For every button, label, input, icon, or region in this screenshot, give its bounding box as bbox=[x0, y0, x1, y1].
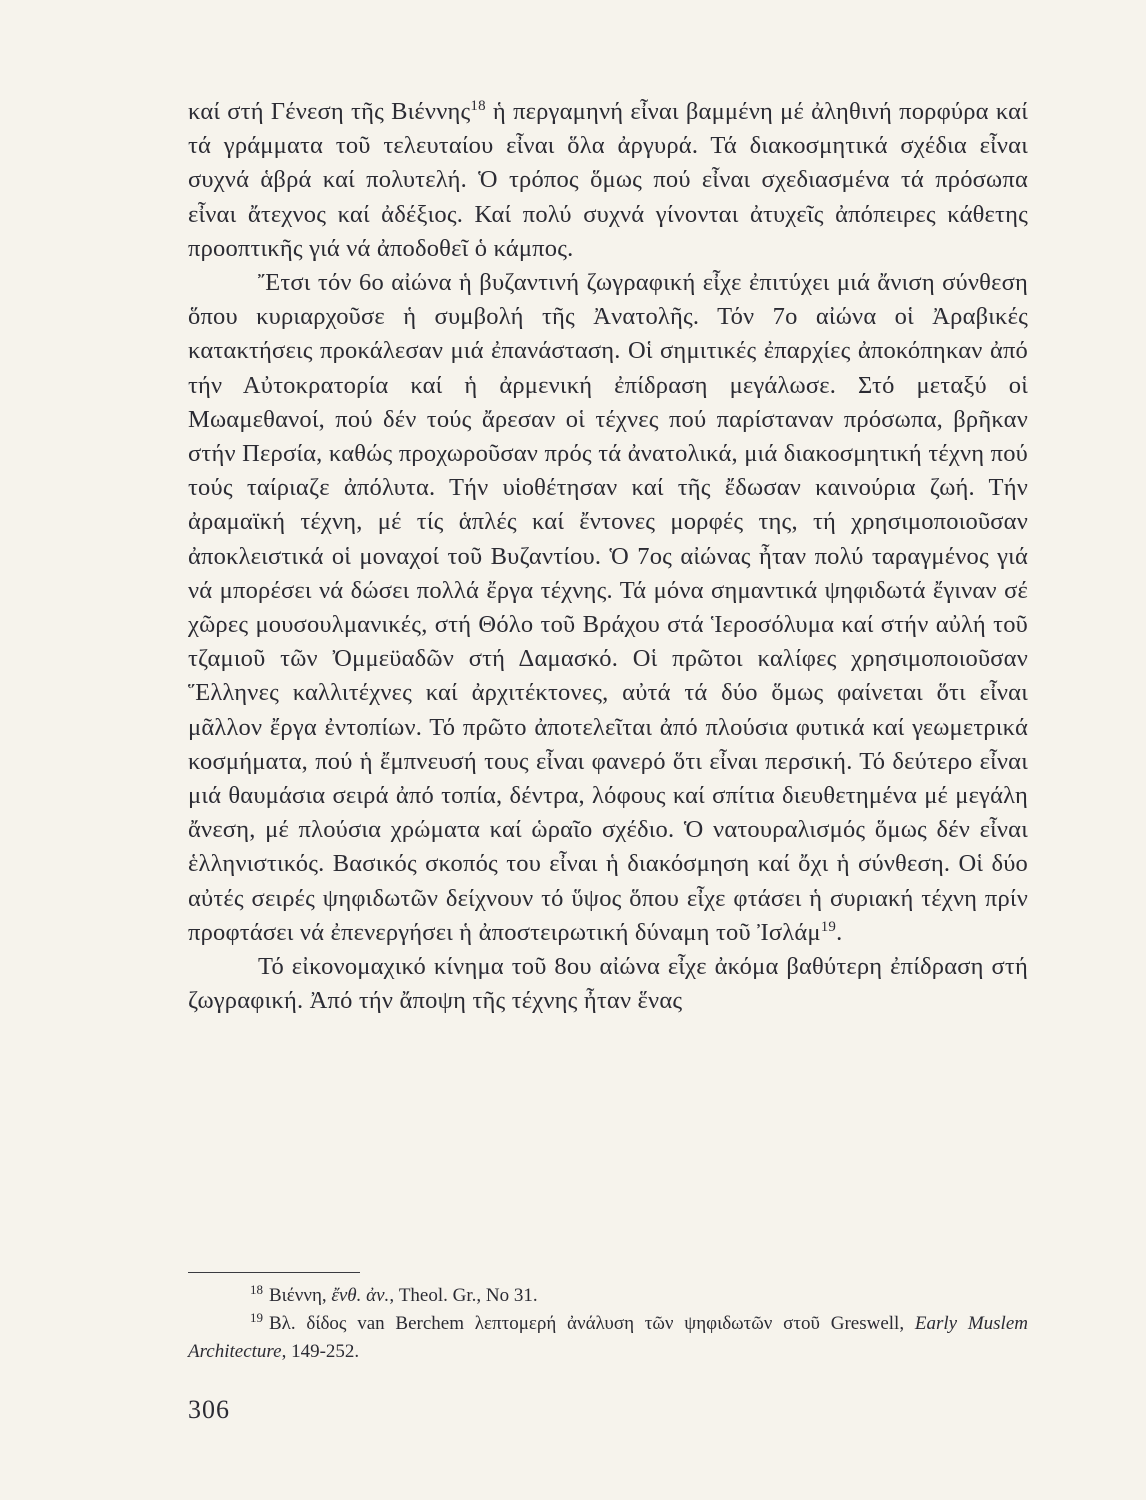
footnote-reference-19: 19 bbox=[820, 918, 837, 935]
paragraph-2-text-a: Ἔτσι τόν 6ο αἰώνα ἡ βυζαντινή ζωγραφική εἶχε ἐπιτύχει μιά ἄνιση σύνθεση ὅπου κυριαρχοῦσε ἡ συμβολή τῆς Ἀνατολῆς. Τόν 7ο αἰώνα οἱ Ἀραβικές κατακτήσεις προκάλεσαν μιά ἐπανάσταση. Οἱ σημιτικές ἐπαρχίες ἀποκόπηκαν ἀπό τήν Αὐτοκρατορία καί ἡ ἀρμενική ἐπίδραση μεγάλωσε. Στό μεταξύ οἱ Μωαμεθανοί, πού δέν τούς ἄρεσαν οἱ τέχνες πού παρίσταναν πρόσωπα, βρῆκαν στήν Περσία, καθώς προχωροῦσαν πρός τά ἀνατολικά, μιά διακοσμητική τέχνη πού τούς ταίριαζε ἀπόλυτα. Τήν υἱοθέτησαν καί τῆς ἔδωσαν καινούρια ζωή. Τήν ἀραμαϊκή τέχνη, μέ τίς ἁπλές καί ἔντονες μορφές της, τή χρησιμοποιοῦσαν ἀποκλειστικά οἱ μοναχοί τοῦ Βυζαντίου. Ὁ 7ος αἰώνας ἦταν πολύ ταραγμένος γιά νά μπορέσει νά δώσει πολλά ἔργα τέχνης. Τά μόνα σημαντικά ψηφιδωτά ἔγιναν σέ χῶρες μουσουλμανικές, στή Θόλο τοῦ Βράχου στά Ἱεροσόλυμα καί στήν αὐλή τοῦ τζαμιοῦ τῶν Ὀμμεϋαδῶν στή Δαμασκό. Οἱ πρῶτοι καλίφες χρησιμοποιοῦσαν Ἕλληνες καλλιτέχνες καί ἀρχιτέκτονες, αὐτά τά δύο ὅμως φαίνεται ὅτι εἶναι μᾶλλον ἔργα ἐντοπίων. Τό πρῶτο ἀποτελεῖται ἀπό πλούσια φυτικά καί γεωμετρικά κοσμήματα, πού ἡ ἔμπνευσή τους εἶναι φανερό ὅτι εἶναι περσική. Τό δεύτερο εἶναι μιά θαυμάσια σειρά ἀπό τοπία, δέντρα, λόφους καί σπίτια διευθετημένα μέ μεγάλη ἄνεση, μέ πλούσια χρώματα καί ὡραῖο σχέδιο. Ὁ νατουραλισμός ὅμως δέν εἶναι ἑλληνιστικός. Βασικός σκοπός του εἶναι ἡ διακόσμηση καί ὄχι ἡ σύνθεση. Οἱ δύο αὐτές σειρές ψηφιδωτῶν δείχνουν τό ὕψος ὅπου εἶχε φτάσει ἡ συριακή τέχνη πρίν προφτάσει νά ἐπενεργήσει ἡ ἀποστειρωτική δύναμη τοῦ Ἰσλάμ bbox=[188, 269, 1028, 946]
paragraph-2-text-b: . bbox=[836, 918, 843, 946]
footnote-text: Βιέννη, bbox=[269, 1285, 332, 1306]
paragraph-2 bbox=[188, 266, 1028, 950]
footnote-italic-text: ἔνθ. ἀν. bbox=[331, 1285, 390, 1306]
page-number: 306 bbox=[188, 1395, 230, 1424]
paragraph-1-text-a: καί στή Γένεση τῆς Βιέννης bbox=[188, 98, 471, 125]
footnote-text: , 149-252. bbox=[281, 1341, 360, 1362]
footnote-text: , Theol. Gr., No 31. bbox=[389, 1285, 538, 1306]
paragraph-1 bbox=[188, 95, 1028, 266]
footnote-reference-18: 18 bbox=[470, 97, 486, 114]
main-text bbox=[188, 95, 1028, 1018]
paragraph-3: Τό εἰκονομαχικό κίνημα τοῦ 8ου αἰώνα εἶχε ἀκόμα βαθύτερη ἐπίδραση στή ζωγραφική. Ἀπό τήν ἄποψη τῆς τέχνης ἦταν ἕνας bbox=[188, 953, 1028, 1015]
footnote-number: 19 bbox=[250, 1309, 263, 1325]
paragraph-1-text-b: ἡ περγαμηνή εἶναι βαμμένη μέ ἀληθινή πορφύρα καί τά γράμματα τοῦ τελευταίου εἶναι ὅλα ἀργυρά. Τά διακοσμητικά σχέδια εἶναι συχνά ἁβρά καί πολυτελή. Ὁ τρόπος ὅμως πού εἶναι σχεδιασμένα τά πρόσωπα εἶναι ἄτεχνος καί ἀδέξιος. Καί πολύ συχνά γίνονται ἀτυχεῖς ἀπόπειρες κάθετης προοπτικῆς γιά νά ἀποδοθεῖ ὁ κάμπος. bbox=[188, 98, 1028, 262]
footnote-19 bbox=[188, 1310, 1028, 1366]
footnote-18 bbox=[188, 1282, 1028, 1310]
footnote-text: Βλ. δίδος van Berchem λεπτομερή ἀνάλυση τῶν ψηφιδωτῶν στοῦ Greswell, bbox=[269, 1313, 915, 1334]
footnotes bbox=[188, 1282, 1028, 1366]
footnote-number: 18 bbox=[250, 1281, 263, 1297]
footnote-divider bbox=[188, 1272, 360, 1273]
footnote-italic-text: Early Muslem Architecture bbox=[188, 1313, 1028, 1362]
